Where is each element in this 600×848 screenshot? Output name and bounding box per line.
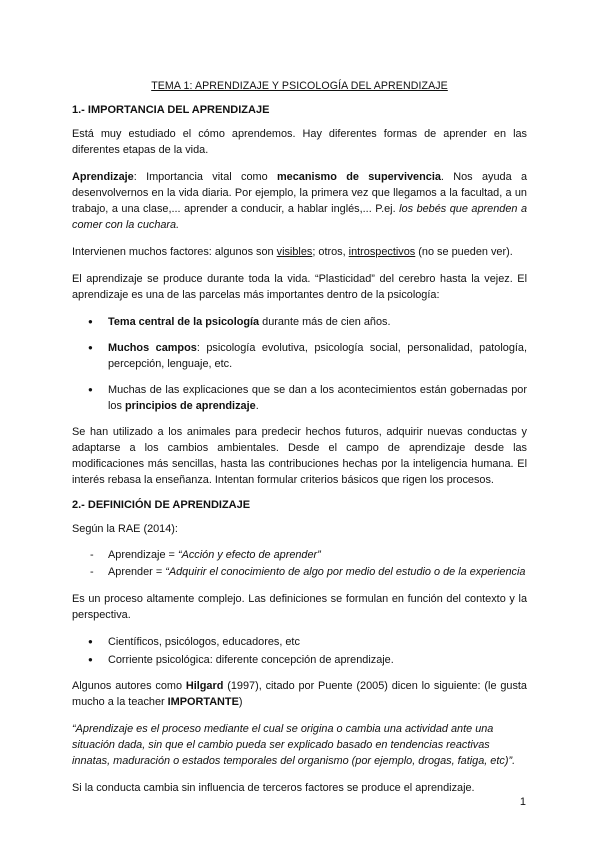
section-1-heading: 1.- IMPORTANCIA DEL APRENDIZAJE <box>72 104 270 116</box>
text: (1997), citado por Puente (2005) dicen lo siguiente: (le gusta mucho a la teacher <box>72 680 527 708</box>
bold-hilgard: Hilgard <box>185 680 224 692</box>
s1-paragraph-1: Está muy estudiado el cómo aprendemos. Hay diferentes formas de aprender en las diferentes etapas de la vida. <box>72 128 527 156</box>
s2-paragraph-3 <box>72 678 527 710</box>
underline-visibles: visibles <box>276 246 313 258</box>
s2-paragraph-1: Según la RAE (2014): <box>72 523 178 535</box>
rae-definitions <box>72 548 527 580</box>
s2-bullet-list <box>72 634 527 668</box>
bold: Tema central de la psicología <box>108 316 260 328</box>
italic-definition: “Adquirir el conocimiento de algo por medio del estudio o de la experiencia <box>165 566 526 578</box>
list-item <box>72 565 527 580</box>
s1-paragraph-2 <box>72 169 527 233</box>
underline-introspectivos: introspectivos <box>348 246 416 258</box>
text: Aprendizaje = <box>108 549 178 561</box>
list-item <box>72 314 527 330</box>
text: Aprender = <box>108 566 166 578</box>
page-number: 1 <box>519 796 526 808</box>
example-italic: los bebés que aprenden a comer con la cuchara. <box>72 203 527 231</box>
s1-bullet-list <box>72 314 527 414</box>
text: . <box>255 400 259 412</box>
section-2-heading: 2.- DEFINICIÓN DE APRENDIZAJE <box>72 499 251 511</box>
text: : psicología evolutiva, psicología social, personalidad, patología, percepción, lenguaje, etc. <box>108 342 528 370</box>
s1-paragraph-4: El aprendizaje se produce durante toda la vida. “Plasticidad” del cerebro hasta la vejez. El aprendizaje es una de las parcelas más importantes dentro de la psicología: <box>72 273 527 301</box>
bold-importante: IMPORTANTE <box>167 696 239 708</box>
page-title: TEMA 1: APRENDIZAJE Y PSICOLOGÍA DEL APRENDIZAJE <box>151 80 448 92</box>
document-page <box>72 80 527 807</box>
bold-supervivencia: mecanismo de supervivencia <box>276 171 441 183</box>
italic-definition: “Acción y efecto de aprender” <box>177 549 321 561</box>
text: ; otros, <box>312 246 349 258</box>
text: durante más de cien años. <box>259 316 391 328</box>
list-item <box>72 382 527 414</box>
s1-paragraph-3 <box>72 244 527 260</box>
list-item <box>72 340 527 372</box>
s2-paragraph-2: Es un proceso altamente complejo. Las definiciones se formulan en función del contexto y la perspectiva. <box>72 593 527 621</box>
term-aprendizaje: Aprendizaje <box>72 171 134 183</box>
bold: Muchos campos <box>108 342 197 354</box>
hilgard-quote: “Aprendizaje es el proceso mediante el cual se origina o cambia una actividad ante una situación dada, sin que el cambio pueda ser explicado basado en tendencias reactivas innatas, maduración o estados temporales del organismo (por ejemplo, drogas, fatiga, etc)”. <box>72 723 516 767</box>
list-item <box>72 548 527 563</box>
text: (no se pueden ver). <box>415 246 513 258</box>
text: Muchas de las explicaciones que se dan a los acontecimientos están gobernadas por los <box>108 384 527 412</box>
bold: principios de aprendizaje <box>124 400 256 412</box>
list-item: ● Corriente psicológica: diferente concepción de aprendizaje. <box>72 652 527 668</box>
text: Intervienen muchos factores: algunos son <box>72 246 277 258</box>
text: . Nos ayuda a desenvolvernos en la vida diaria. Por ejemplo, la primera vez que llegamos a la facultad, a un trabajo, a una clase,... aprender a conducir, a hablar inglés,... P.ej. <box>72 171 528 215</box>
text: Algunos autores como <box>72 680 186 692</box>
s1-paragraph-5: Se han utilizado a los animales para predecir hechos futuros, adquirir nuevas conductas y adaptarse a los cambios ambientales. Desde el campo de aprendizaje desde las modificaciones más sencillas, hasta las contribuciones hechas por la inteligencia humana. El interés rebasa la enseñanza. Intentan formular criterios básicos que rigen los procesos. <box>72 426 527 486</box>
list-item: ● Científicos, psicólogos, educadores, etc <box>72 634 527 650</box>
text: : Importancia vital como <box>133 171 277 183</box>
s2-paragraph-4: Si la conducta cambia sin influencia de terceros factores se produce el aprendizaje. <box>72 782 475 794</box>
text: ) <box>238 696 243 708</box>
